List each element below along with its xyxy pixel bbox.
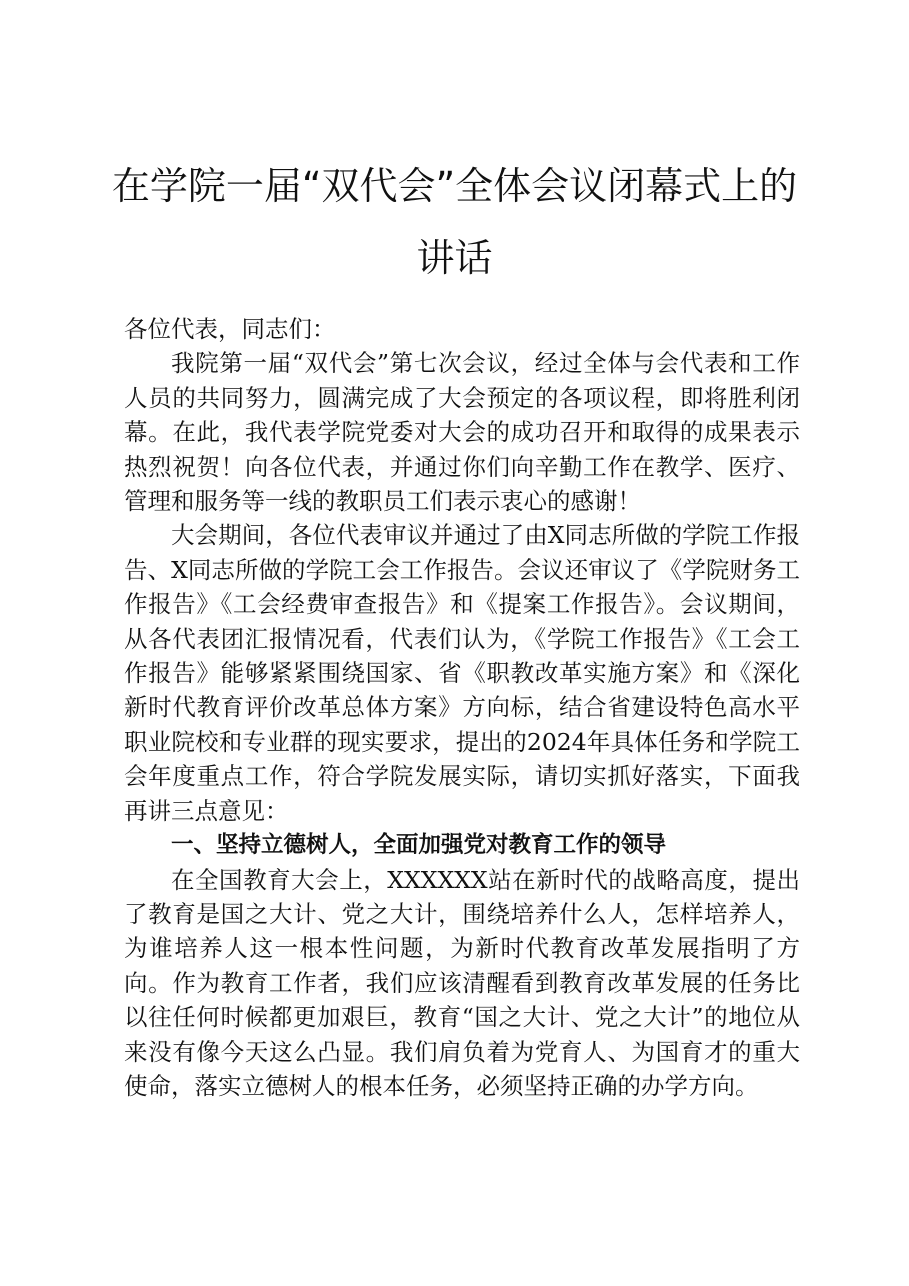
document-title: 在学院一届“双代会”全体会议闭幕式上的讲话 <box>111 164 798 280</box>
paragraph-meeting-review: 大会期间，各位代表审议并通过了由X同志所做的学院工作报告、X同志所做的学院工会工作报告。会议还审议了《学院财务工作报告》《工会经费审查报告》和《提案工作报告》。会议期间，从各代表团汇报情况看，代表们认为，《学院工作报告》《工会工作报告》能够紧紧围绕国家、省《职教改革实施方案》和《深化新时代教育评价改革总体方案》方向标，结合省建设特色高水平职业院校和专业群的现实要求，提出的2024年具体任务和学院工会年度重点工作，符合学院发展实际，请切实抓好落实，下面我再讲三点意见： <box>124 521 800 825</box>
document-body <box>124 312 800 1103</box>
salutation: 各位代表，同志们： <box>124 315 336 343</box>
section-heading: 一、坚持立德树人，全面加强党对教育工作的领导 <box>171 832 667 859</box>
paragraph-opening: 我院第一届“双代会”第七次会议，经过全体与会代表和工作人员的共同努力，圆满完成了大会预定的各项议程，即将胜利闭幕。在此，我代表学院党委对大会的成功召开和取得的成果表示热烈祝贺！向各位代表，并通过你们向辛勤工作在教学、医疗、管理和服务等一线的教职员工们表示衷心的感谢！ <box>124 349 800 516</box>
paragraph-section-one: 在全国教育大会上，XXXXXX站在新时代的战略高度，提出了教育是国之大计、党之大计，围绕培养什么人，怎样培养人，为谁培养人这一根本性问题，为新时代教育改革发展指明了方向。作为教育工作者，我们应该清醒看到教育改革发展的任务比以往任何时候都更加艰巨，教育“国之大计、党之大计”的地位从来没有像今天这么凸显。我们肩负着为党育人、为国育才的重大使命，落实立德树人的根本任务，必须坚持正确的办学方向。 <box>124 865 800 1100</box>
